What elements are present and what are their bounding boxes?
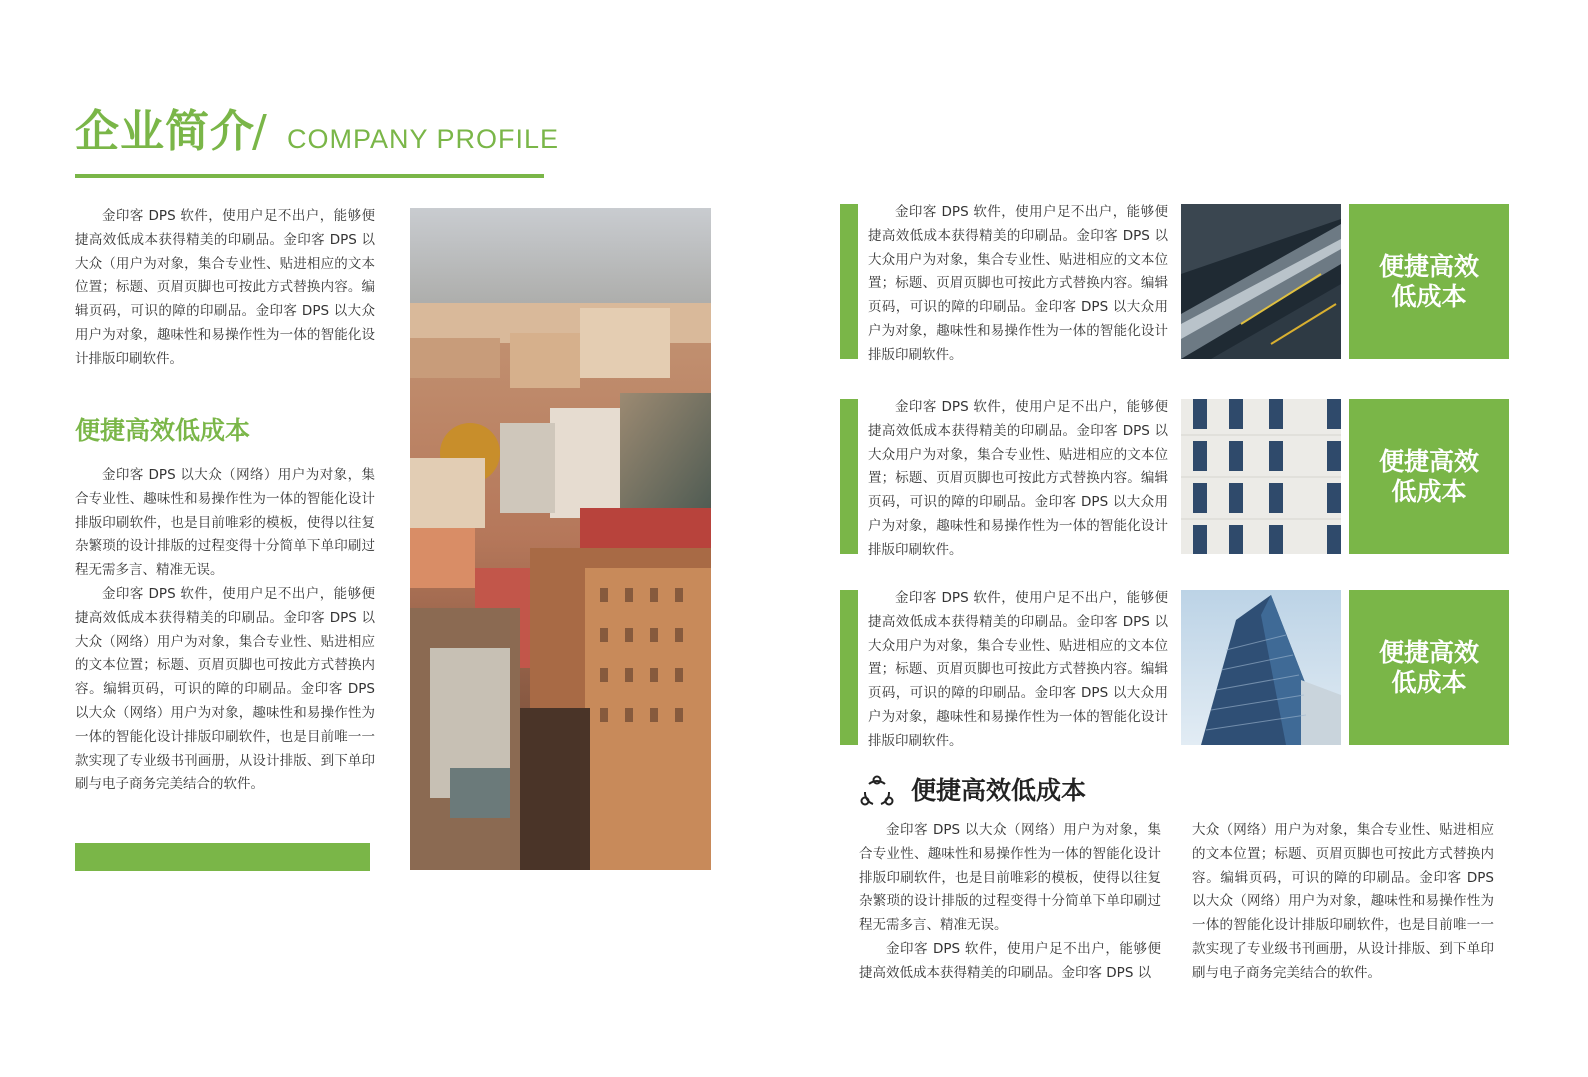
- row-3-photo-skyscraper: [1181, 590, 1341, 745]
- title-slash: /: [252, 106, 267, 157]
- row-2-badge: [1349, 399, 1509, 554]
- intro-paragraph: [75, 205, 375, 372]
- row-3-paragraph: 金印客 DPS 软件，使用户足不出户，能够便捷高效低成本获得精美的印刷品。金印客 DPS 以大众用户为对象，集合专业性、贴进相应的文本位置；标题、页眉页脚也可按此方式替换内容。编辑页码，可识的障的印刷品。金印客 DPS 以大众用户为对象，趣味性和易操作性为一体的智能化设计排版印刷软件。: [868, 590, 1168, 749]
- bottom-column-1-paragraph-1: 金印客 DPS 以大众（网络）用户为对象，集合专业性、趣味性和易操作性为一体的智能化设计排版印刷软件，也是目前唯彩的模板，使得以往复杂繁琐的设计排版的过程变得十分简单下单印刷过程无需多言、精准无误。: [859, 822, 1161, 934]
- row-1-badge: [1349, 204, 1509, 359]
- title-underline: [75, 174, 544, 178]
- row-3-accent-bar: [840, 590, 858, 745]
- bottom-column-2-paragraph: 大众（网络）用户为对象，集合专业性、贴进相应的文本位置；标题、页眉页脚也可按此方式替换内容。编辑页码，可识的障的印刷品。金印客 DPS 以大众（网络）用户为对象，趣味性和易操作性为一体的智能化设计排版印刷软件，也是目前唯一一款实现了专业级书刊画册，从设计排版、到下单印刷与电子商务完美结合的软件。: [1192, 822, 1494, 981]
- row-2-photo-building-facade: [1181, 399, 1341, 554]
- row-1-text: [868, 201, 1168, 368]
- decorative-green-bar: [75, 843, 370, 871]
- page-title-english: COMPANY PROFILE: [287, 124, 560, 154]
- row-3-text: [868, 587, 1168, 754]
- row-2-badge-line-2: 低成本: [1391, 476, 1467, 506]
- row-2-paragraph: 金印客 DPS 软件，使用户足不出户，能够便捷高效低成本获得精美的印刷品。金印客 DPS 以大众用户为对象，集合专业性、贴进相应的文本位置；标题、页眉页脚也可按此方式替换内容。编辑页码，可识的障的印刷品。金印客 DPS 以大众用户为对象，趣味性和易操作性为一体的智能化设计排版印刷软件。: [868, 399, 1168, 558]
- row-3-badge-line-1: 便捷高效: [1378, 637, 1479, 667]
- bottom-column-2: [1192, 819, 1494, 986]
- left-body: [75, 464, 375, 797]
- bottom-column-1-paragraph-2: 金印客 DPS 软件，使用户足不出户，能够便捷高效低成本获得精美的印刷品。金印客 DPS 以: [859, 940, 1161, 981]
- bottom-column-1: [859, 819, 1161, 986]
- left-body-paragraph-1: 金印客 DPS 以大众（网络）用户为对象，集合专业性、趣味性和易操作性为一体的智能化设计排版印刷软件，也是目前唯彩的模板，使得以往复杂繁琐的设计排版的过程变得十分简单下单印刷过程无需多言、精准无误。: [75, 467, 375, 579]
- city-aerial-photo: [410, 208, 711, 870]
- row-3-badge: [1349, 590, 1509, 745]
- row-1-badge-line-2: 低成本: [1391, 281, 1467, 311]
- row-1-paragraph: 金印客 DPS 软件，使用户足不出户，能够便捷高效低成本获得精美的印刷品。金印客 DPS 以大众用户为对象，集合专业性、贴进相应的文本位置；标题、页眉页脚也可按此方式替换内容。编辑页码，可识的障的印刷品。金印客 DPS 以大众用户为对象，趣味性和易操作性为一体的智能化设计排版印刷软件。: [868, 204, 1168, 363]
- left-body-paragraph-2: 金印客 DPS 软件，使用户足不出户，能够便捷高效低成本获得精美的印刷品。金印客 DPS 以大众（网络）用户为对象，集合专业性、贴进相应的文本位置；标题、页眉页脚也可按此方式替换内容。编辑页码，可识的障的印刷品。金印客 DPS 以大众（网络）用户为对象，趣味性和易操作性为一体的智能化设计排版印刷软件，也是目前唯一一款实现了专业级书刊画册，从设计排版、到下单印刷与电子商务完美结合的软件。: [75, 585, 375, 793]
- network-nodes-icon: [860, 775, 894, 809]
- page-title: 企业简介: [75, 106, 255, 157]
- row-1-badge-line-1: 便捷高效: [1378, 251, 1479, 281]
- row-2-accent-bar: [840, 399, 858, 554]
- row-1-accent-bar: [840, 204, 858, 359]
- bottom-section-title: 便捷高效低成本: [911, 776, 1087, 805]
- row-2-text: [868, 396, 1168, 563]
- intro-text: 金印客 DPS 软件，使用户足不出户，能够便捷高效低成本获得精美的印刷品。金印客 DPS 以大众（用户为对象，集合专业性、贴进相应的文本位置；标题、页眉页脚也可按此方式替换内容。编辑页码，可识的障的印刷品。金印客 DPS 以大众用户为对象，趣味性和易操作性为一体的智能化设计排版印刷软件。: [75, 208, 375, 367]
- row-2-badge-line-1: 便捷高效: [1378, 446, 1479, 476]
- row-3-badge-line-2: 低成本: [1391, 667, 1467, 697]
- row-1-photo-escalator: [1181, 204, 1341, 359]
- left-subtitle: 便捷高效低成本: [75, 416, 251, 445]
